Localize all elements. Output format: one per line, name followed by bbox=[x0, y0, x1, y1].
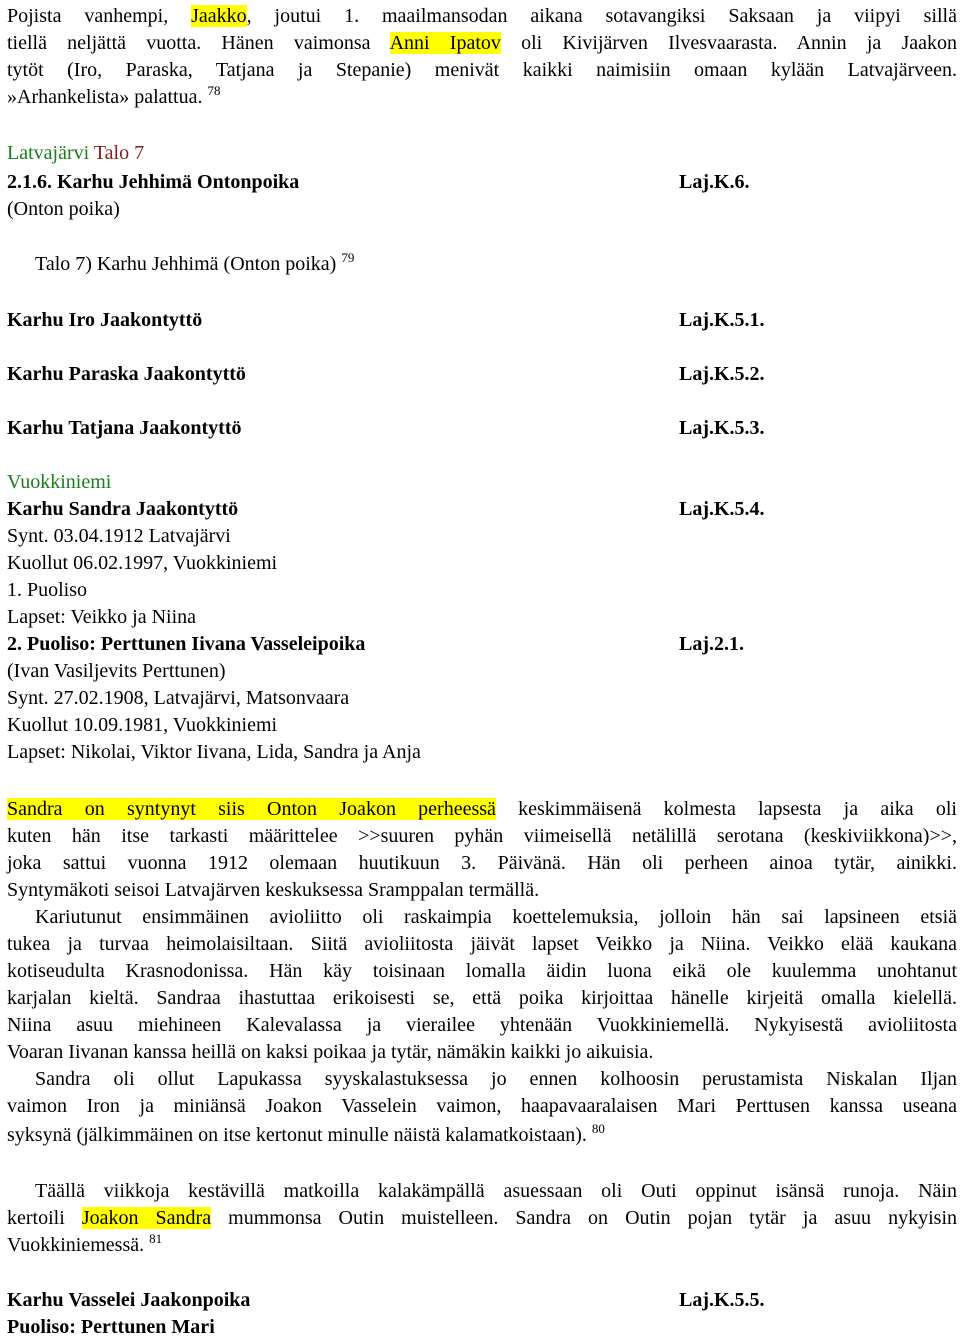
intro-text: , joutui 1. maailmansodan aikana sotavangiksi Saksaan ja viipyi sillä bbox=[246, 5, 957, 27]
spouse-2-death: Kuollut 10.09.1981, Vuokkiniemi bbox=[7, 714, 278, 736]
children-1: Lapset: Veikko ja Niina bbox=[7, 606, 197, 628]
footnote-81: 81 bbox=[149, 1231, 163, 1246]
para4-line-1: Täällä viikkoja kestävillä matkoilla kalakämpällä asuessaan oli Outi oppinut isänsä runoja. Näin bbox=[35, 1180, 957, 1202]
children-2: Lapset: Nikolai, Viktor Iivana, Lida, Sandra ja Anja bbox=[7, 741, 421, 763]
birth-info: Synt. 03.04.1912 Latvajärvi bbox=[7, 525, 231, 547]
para2-line-6: Voaran Iivanan kanssa heillä on kaksi poikaa ja tytär, nämäkin kaikki jo aikuisia. bbox=[7, 1041, 654, 1063]
spouse-2-ref: Laj.2.1. bbox=[679, 633, 744, 655]
para-text: Vuokkiniemessä. bbox=[7, 1234, 145, 1256]
footnote-79: 79 bbox=[341, 250, 355, 265]
house-number: Talo 7 bbox=[93, 142, 145, 164]
para1-line-1 bbox=[7, 796, 957, 823]
para3-line-1: Sandra oli ollut Lapukassa syyskalastuksessa jo ennen kolhoosin perustamista Niskalan Iljan bbox=[35, 1068, 957, 1090]
para3-line-3 bbox=[7, 1122, 605, 1149]
intro-line-4 bbox=[7, 84, 221, 111]
person-alt-name: (Onton poika) bbox=[7, 198, 120, 220]
para3-line-2: vaimon Iron ja miniänsä Joakon Vasselein vaimon, haapavaaralaisen Mari Perttusen kanssa useana bbox=[7, 1095, 957, 1117]
para4-line-2 bbox=[7, 1205, 957, 1232]
spouse-1: 1. Puoliso bbox=[7, 579, 88, 601]
para2-line-2: tukea ja turvaa heimolaisiltaan. Siitä avioliitosta jäivät lapset Veikko ja Niina. Veikko elää kaukana bbox=[7, 933, 957, 955]
para2-line-1: Kariutunut ensimmäinen avioliitto oli raskaimpia koettelemuksia, jolloin hän sai lapsineen etsiä bbox=[35, 906, 957, 928]
para2-line-5: Niina asuu miehineen Kalevalassa ja vierailee yhtenään Vuokkiniemellä. Nykyisestä avioliitosta bbox=[7, 1014, 957, 1036]
para-text: kertoili bbox=[7, 1207, 65, 1229]
para2-line-3: kotiseudulta Krasnodonissa. Hän käy toisinaan lomalla äidin luona eikä ole kuulemma unohtanut bbox=[7, 960, 957, 982]
para-text: syksynä (jälkimmäinen on itse kertonut minulle näistä kalamatkoistaan). bbox=[7, 1124, 587, 1146]
vasselei-spouse: Puoliso: Perttunen Mari bbox=[7, 1316, 215, 1338]
intro-line-3: tytöt (Iro, Paraska, Tatjana ja Stepanie) menivät kaikki naimisiin omaan kylään Latvajärveen. bbox=[7, 59, 957, 81]
intro-line-1 bbox=[7, 3, 957, 30]
death-info: Kuollut 06.02.1997, Vuokkiniemi bbox=[7, 552, 278, 574]
spouse-2: 2. Puoliso: Perttunen Iivana Vasseleipoika bbox=[7, 633, 366, 655]
person-ref-sandra: Laj.K.5.4. bbox=[679, 498, 765, 520]
para1-line-4: Syntymäkoti seisoi Latvajärven keskuksessa Sramppalan termällä. bbox=[7, 879, 540, 901]
person-ref-vasselei: Laj.K.5.5. bbox=[679, 1289, 765, 1311]
person-name-paraska: Karhu Paraska Jaakontyttö bbox=[7, 363, 246, 385]
para4-line-3 bbox=[7, 1232, 162, 1259]
highlight-anni-ipatov: Anni Ipatov bbox=[389, 32, 501, 54]
person-ref-jehhima: Laj.K.6. bbox=[679, 171, 750, 193]
house-line bbox=[35, 251, 354, 278]
person-name-iro: Karhu Iro Jaakontyttö bbox=[7, 309, 203, 331]
footnote-78: 78 bbox=[207, 83, 221, 98]
spouse-2-birth: Synt. 27.02.1908, Latvajärvi, Matsonvaara bbox=[7, 687, 350, 709]
footnote-80: 80 bbox=[591, 1121, 605, 1136]
person-ref-iro: Laj.K.5.1. bbox=[679, 309, 765, 331]
intro-text: Pojista vanhempi, bbox=[7, 5, 169, 27]
house-heading bbox=[7, 140, 144, 167]
para1-line-2: kuten hän itse tarkasti määrittelee >>suuren pyhän viimeisellä netälillä serotana (keskiviikkona)>>, bbox=[7, 825, 957, 847]
spouse-2-alt-name: (Ivan Vasiljevits Perttunen) bbox=[7, 660, 226, 682]
village-name: Latvajärvi bbox=[7, 142, 90, 164]
para2-line-4: karjalan kieltä. Sandraa ihastuttaa erikoisesti se, että poika kirjoittaa hänelle kirjeitä omalla kielellä. bbox=[7, 987, 957, 1009]
intro-text: tiellä neljättä vuotta. Hänen vaimonsa bbox=[7, 32, 371, 54]
para-text: mummonsa Outin muistelleen. Sandra on Outin pojan tytär ja asuu nykyisin bbox=[228, 1207, 957, 1229]
highlight-sandra-birth: Sandra on syntynyt siis Onton Joakon perheessä bbox=[7, 798, 496, 820]
para-text: keskimmäisenä kolmesta lapsesta ja aika oli bbox=[518, 798, 957, 820]
person-name-sandra: Karhu Sandra Jaakontyttö bbox=[7, 498, 239, 520]
person-name-jehhima: 2.1.6. Karhu Jehhimä Ontonpoika bbox=[7, 171, 300, 193]
person-ref-paraska: Laj.K.5.2. bbox=[679, 363, 765, 385]
person-name-vasselei: Karhu Vasselei Jaakonpoika bbox=[7, 1289, 251, 1311]
house-line-text: Talo 7) Karhu Jehhimä (Onton poika) bbox=[35, 253, 337, 275]
intro-line-2 bbox=[7, 30, 957, 57]
para1-line-3: joka sattui vuonna 1912 olemaan huutikuun 3. Päivänä. Hän oli perheen ainoa tytär, ainikki. bbox=[7, 852, 957, 874]
person-ref-tatjana: Laj.K.5.3. bbox=[679, 417, 765, 439]
place-heading: Vuokkiniemi bbox=[7, 471, 112, 493]
intro-text: »Arhankelista» palattua. bbox=[7, 86, 203, 108]
person-name-tatjana: Karhu Tatjana Jaakontyttö bbox=[7, 417, 242, 439]
highlight-jaakko: Jaakko bbox=[191, 5, 247, 27]
intro-text: oli Kivijärven Ilvesvaarasta. Annin ja Jaakon bbox=[521, 32, 957, 54]
highlight-joakon-sandra: Joakon Sandra bbox=[81, 1207, 212, 1229]
